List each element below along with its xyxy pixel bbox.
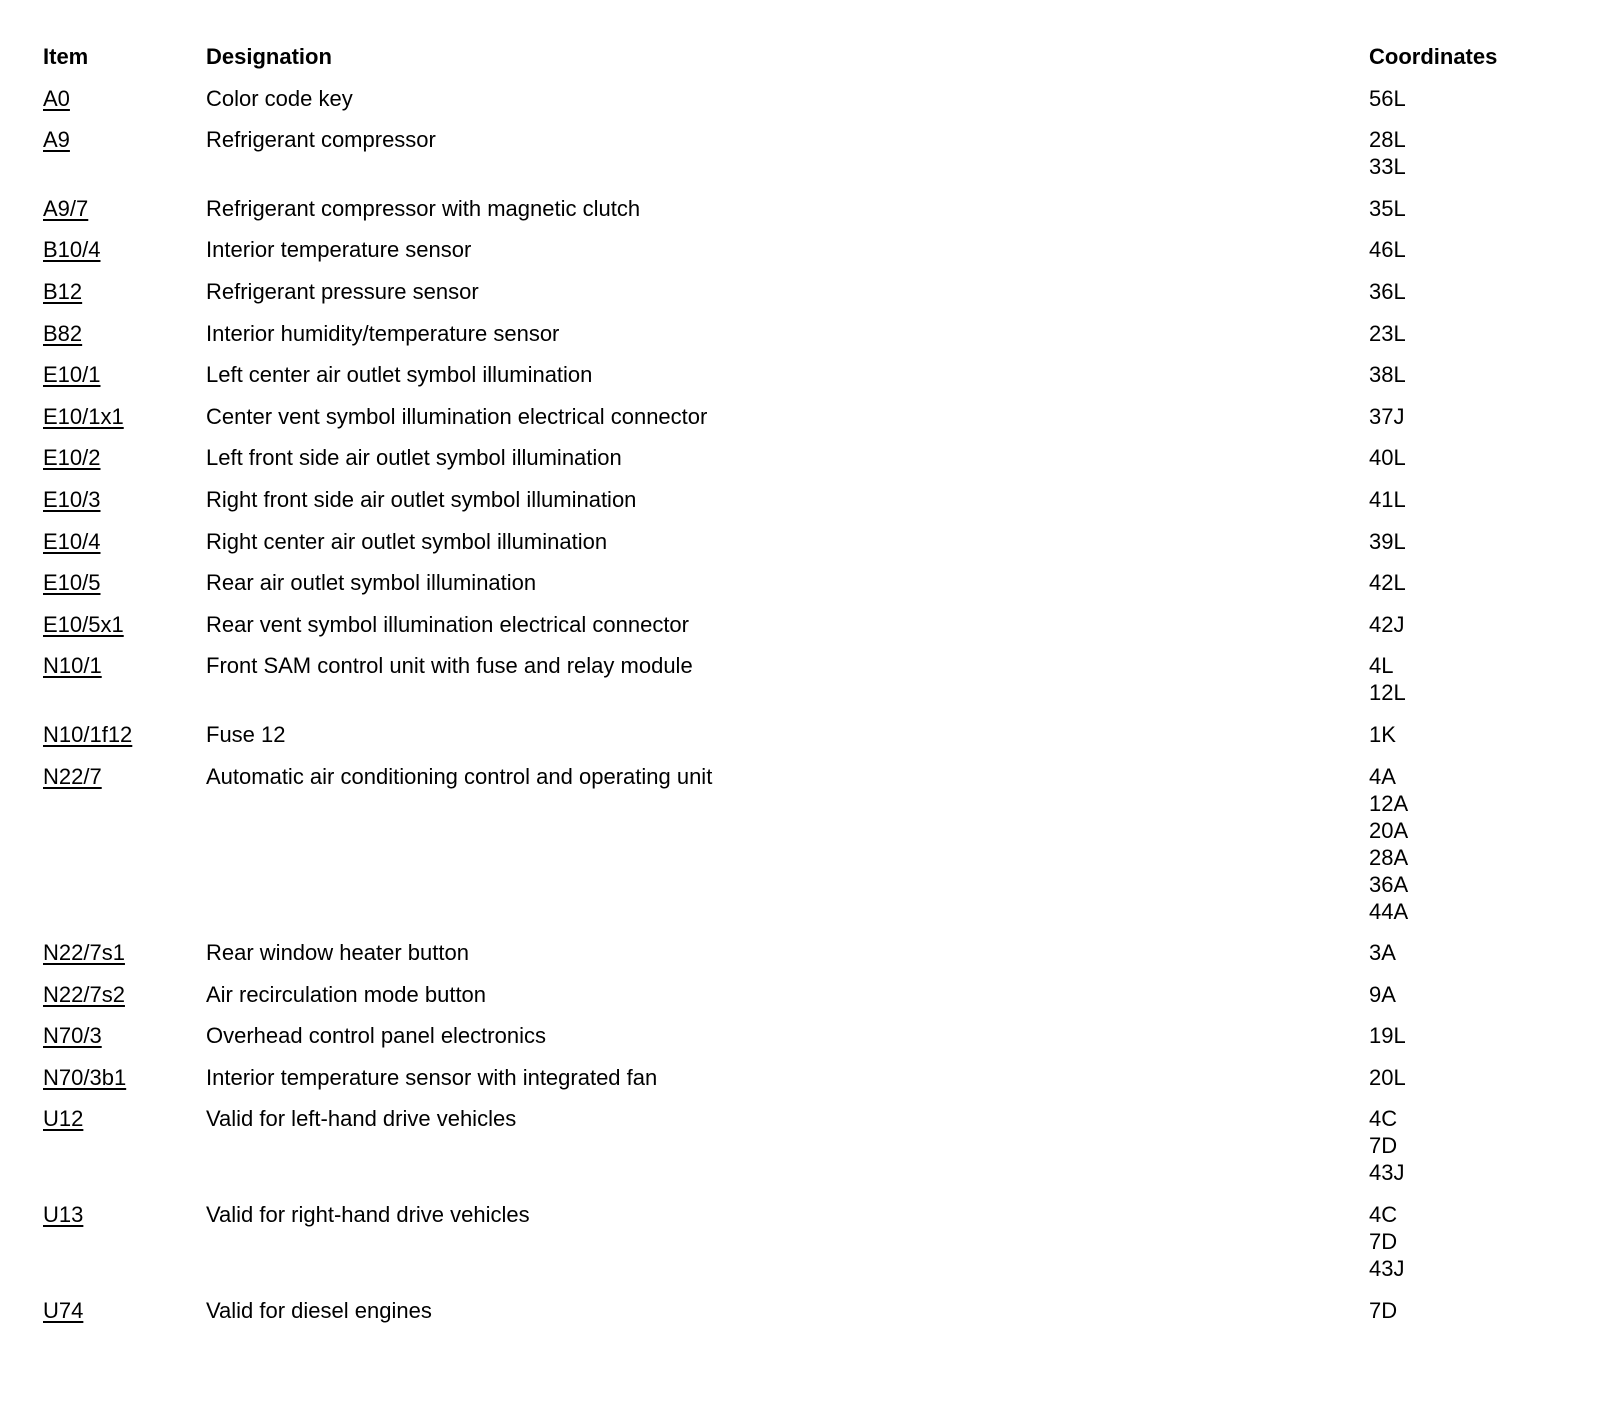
designation-text: Valid for right-hand drive vehicles (206, 1202, 530, 1228)
item-link[interactable]: N22/7 (43, 763, 102, 789)
coordinates-cell (1369, 528, 1600, 555)
coordinate-value: 12A (1369, 790, 1409, 816)
table-row (0, 444, 1600, 486)
coordinates-cell (1369, 1201, 1600, 1282)
coordinates-cell (1369, 403, 1600, 430)
coordinate-value: 43J (1369, 1256, 1405, 1282)
item-link[interactable]: U12 (43, 1106, 84, 1132)
coordinate-value: 42L (1369, 570, 1406, 596)
coordinate-value: 20A (1369, 817, 1409, 843)
item-link[interactable]: A9 (43, 127, 70, 153)
coordinates-cell (1369, 195, 1600, 222)
coordinate-value: 46L (1369, 237, 1406, 263)
coordinate-value: 23L (1369, 320, 1406, 346)
designation-text: Automatic air conditioning control and operating unit (206, 763, 713, 789)
coordinate-value: 1K (1369, 721, 1396, 747)
coordinate-value: 36A (1369, 871, 1409, 897)
coordinates-cell (1369, 1064, 1600, 1091)
coordinate-value: 39L (1369, 528, 1406, 554)
designation-text: Rear air outlet symbol illumination (206, 570, 537, 596)
coordinate-value: 56L (1369, 85, 1406, 111)
coordinates-cell (1369, 652, 1600, 706)
coordinate-value: 28L (1369, 127, 1406, 153)
item-link[interactable]: E10/1 (43, 362, 101, 388)
designation-text: Overhead control panel electronics (206, 1023, 546, 1049)
designation-text: Valid for diesel engines (206, 1297, 432, 1323)
coordinate-value: 4C (1369, 1202, 1398, 1228)
table-row (0, 195, 1600, 237)
coordinates-cell (1369, 939, 1600, 966)
table-row (0, 939, 1600, 981)
header-item: Item (43, 44, 89, 69)
coordinate-value: 37J (1369, 403, 1405, 429)
table-row (0, 528, 1600, 570)
coordinates-cell (1369, 320, 1600, 347)
table-row (0, 278, 1600, 320)
table-row (0, 403, 1600, 445)
coordinates-cell (1369, 569, 1600, 596)
coordinate-value: 3A (1369, 940, 1396, 966)
coordinates-cell (1369, 721, 1600, 748)
table-row (0, 763, 1600, 940)
coordinate-value: 28A (1369, 844, 1409, 870)
item-link[interactable]: N10/1f12 (43, 721, 133, 747)
item-link[interactable]: E10/5 (43, 570, 101, 596)
coordinate-value: 43J (1369, 1160, 1405, 1186)
designation-text: Fuse 12 (206, 721, 286, 747)
item-link[interactable]: N70/3 (43, 1023, 102, 1049)
coordinates-cell (1369, 486, 1600, 513)
designation-text: Color code key (206, 85, 353, 111)
table-row (0, 1201, 1600, 1297)
coordinates-cell (1369, 1297, 1600, 1324)
item-link[interactable]: E10/4 (43, 528, 101, 554)
table-body (0, 85, 1600, 1339)
designation-text: Interior temperature sensor with integrated fan (206, 1064, 658, 1090)
item-link[interactable]: U13 (43, 1202, 84, 1228)
designation-text: Refrigerant compressor with magnetic clutch (206, 195, 641, 221)
table-row (0, 981, 1600, 1023)
designation-text: Interior temperature sensor (206, 237, 472, 263)
coordinates-cell (1369, 278, 1600, 305)
coordinate-value: 33L (1369, 154, 1406, 180)
designation-text: Rear window heater button (206, 940, 469, 966)
coordinates-cell (1369, 981, 1600, 1008)
table-row (0, 1105, 1600, 1201)
header-coordinates: Coordinates (1369, 44, 1498, 69)
table-row (0, 652, 1600, 721)
coordinate-value: 7D (1369, 1297, 1398, 1323)
coordinate-value: 7D (1369, 1133, 1398, 1159)
coordinates-cell (1369, 444, 1600, 471)
coordinate-value: 38L (1369, 362, 1406, 388)
table-row (0, 361, 1600, 403)
designation-text: Refrigerant compressor (206, 127, 436, 153)
item-link[interactable]: B10/4 (43, 237, 101, 263)
item-link[interactable]: E10/2 (43, 445, 101, 471)
coordinates-cell (1369, 1022, 1600, 1049)
designation-text: Valid for left-hand drive vehicles (206, 1106, 517, 1132)
designation-text: Refrigerant pressure sensor (206, 278, 479, 304)
item-link[interactable]: A9/7 (43, 195, 89, 221)
table-header (0, 43, 1600, 85)
coordinates-cell (1369, 236, 1600, 263)
designation-text: Interior humidity/temperature sensor (206, 320, 560, 346)
item-link[interactable]: E10/1x1 (43, 403, 124, 429)
item-link[interactable]: B82 (43, 320, 83, 346)
item-link[interactable]: N10/1 (43, 653, 102, 679)
table-row (0, 1064, 1600, 1106)
table-row (0, 236, 1600, 278)
coordinate-value: 12L (1369, 680, 1406, 706)
coordinate-value: 9A (1369, 981, 1396, 1007)
coordinate-value: 40L (1369, 445, 1406, 471)
header-designation: Designation (206, 44, 332, 69)
coordinate-value: 4L (1369, 653, 1394, 679)
table-row (0, 85, 1600, 127)
designation-text: Air recirculation mode button (206, 981, 487, 1007)
item-link[interactable]: U74 (43, 1297, 84, 1323)
item-link[interactable]: E10/3 (43, 486, 101, 512)
table-row (0, 611, 1600, 653)
item-link[interactable]: B12 (43, 278, 83, 304)
coordinate-value: 36L (1369, 278, 1406, 304)
designation-text: Left center air outlet symbol illumination (206, 362, 593, 388)
coordinate-value: 4C (1369, 1106, 1398, 1132)
table-row (0, 721, 1600, 763)
coordinates-cell (1369, 1105, 1600, 1186)
table-row (0, 486, 1600, 528)
item-link[interactable]: A0 (43, 85, 70, 111)
table-row (0, 1022, 1600, 1064)
item-link[interactable]: E10/5x1 (43, 611, 124, 637)
item-link[interactable]: N22/7s1 (43, 940, 125, 966)
designation-text: Front SAM control unit with fuse and relay module (206, 653, 693, 679)
designation-text: Right front side air outlet symbol illumination (206, 486, 637, 512)
table-row (0, 569, 1600, 611)
designation-text: Rear vent symbol illumination electrical connector (206, 611, 689, 637)
coordinate-value: 19L (1369, 1023, 1406, 1049)
legend-table (0, 43, 1600, 1338)
coordinate-value: 42J (1369, 611, 1405, 637)
coordinate-value: 20L (1369, 1064, 1406, 1090)
coordinate-value: 35L (1369, 195, 1406, 221)
coordinates-cell (1369, 763, 1600, 925)
item-link[interactable]: N22/7s2 (43, 981, 125, 1007)
coordinates-cell (1369, 611, 1600, 638)
item-link[interactable]: N70/3b1 (43, 1064, 127, 1090)
table-row (0, 320, 1600, 362)
coordinate-value: 7D (1369, 1229, 1398, 1255)
coordinates-cell (1369, 361, 1600, 388)
coordinates-cell (1369, 126, 1600, 180)
table-row (0, 1297, 1600, 1339)
coordinate-value: 41L (1369, 486, 1406, 512)
coordinates-cell (1369, 85, 1600, 112)
coordinate-value: 4A (1369, 763, 1396, 789)
coordinate-value: 44A (1369, 898, 1409, 924)
designation-text: Center vent symbol illumination electrical connector (206, 403, 708, 429)
designation-text: Right center air outlet symbol illumination (206, 528, 608, 554)
table-row (0, 126, 1600, 195)
designation-text: Left front side air outlet symbol illumination (206, 445, 622, 471)
